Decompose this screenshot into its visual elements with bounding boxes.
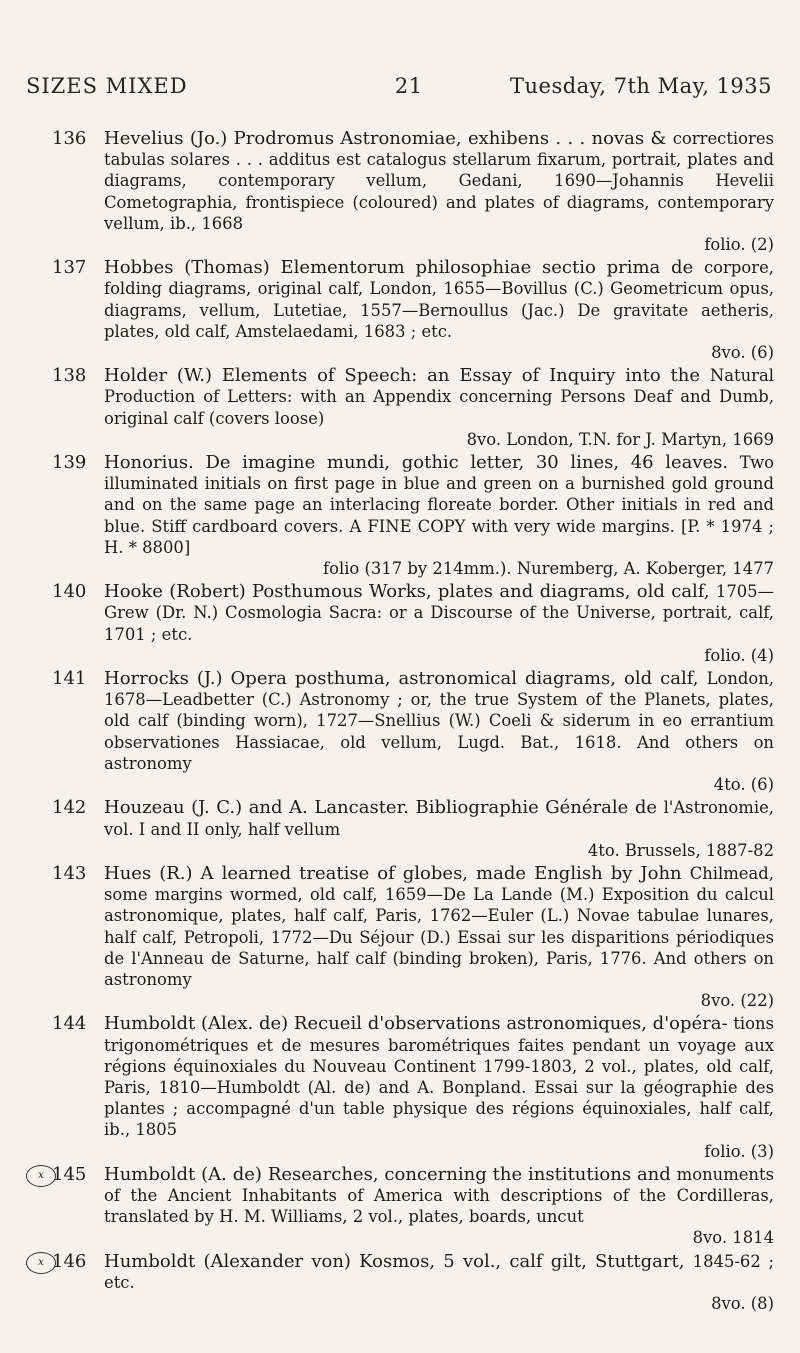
lot-description: Chilmead, some margins wormed, old calf, 1659—De La Lande (M.) Exposition du calcul astronomique, plates, half calf, Paris, 1762—Euler (L.) Novae tabulae lunares, half calf, Petropoli, 1772—Du Séjour (D.) Essai sur les disparitions périodiques de l'Anneau de Saturne, half calf (binding broken), Paris, 1776. And others on astronomy [104,863,774,989]
lot-title: Humboldt (Alexander von) Kosmos, 5 vol., calf gilt, Stuttgart, [104,1250,693,1272]
lot-number: 140 [52,581,87,603]
lot-138 [26,365,774,450]
lot-number: 138 [52,365,87,387]
lot-145 [26,1164,774,1249]
lot-title: Hevelius (Jo.) Prodromus Astronomiae, exhibens . . . novas & [104,128,673,149]
lot-description: correctiores tabulas solares . . . additus est catalogus stellarum fixarum, portrait, plates and diagrams, contemporary vellum, Gedani, 1690—Johannis Hevelii Cometographia, frontispiece (coloured) and plates of diagrams, contemporary vellum, ib., 1668 [104,129,774,233]
handwritten-mark-icon: x [26,1252,56,1274]
lot-title: Humboldt (Alex. de) Recueil d'observations astronomiques, d'opéra- [104,1013,734,1035]
lot-number: 143 [52,862,87,884]
lot-description: l'Astronomie, vol. I and II only, half vellum [104,798,774,839]
lot-format: folio. (4) [704,645,774,665]
lot-title: Honorius. De imagine mundi, gothic letter, 30 lines, 46 leaves. [104,452,740,474]
lot-description: Natural Production of Letters: with an Appendix concerning Persons Deaf and Dumb, original calf (covers loose) [104,366,774,428]
lot-format: folio (317 by 214mm.). Nuremberg, A. Koberger, 1477 [323,559,774,579]
lot-title: Humboldt (A. de) Researches, concerning the institutions and [104,1163,677,1185]
lot-number: 142 [52,797,87,819]
lot-title: Hobbes (Thomas) Elementorum philosophiae sectio prima de [104,257,704,279]
lot-141 [26,668,774,795]
lot-list [26,128,774,1316]
handwritten-mark-icon: x [26,1165,56,1187]
lot-140 [26,581,774,666]
lot-number: 139 [52,452,87,474]
lot-format: 8vo. (8) [711,1293,774,1313]
lot-144 [26,1013,774,1161]
lot-number: 136 [52,128,87,149]
lot-description: 1845-62 ; etc. [104,1251,774,1292]
lot-title: Hues (R.) A learned treatise of globes, made English by John [104,862,690,884]
lot-description: tions trigonométriques et de mesures barométriques faites pendant un voyage aux régions équinoxiales du Nouveau Continent 1799-1803, 2 vol., plates, old calf, Paris, 1810—Humboldt (Al. de) and A. Bonpland. Essai sur la géographie des plantes ; accompagné d'un table physique des régions équinoxiales, half calf, ib., 1805 [104,1014,774,1140]
lot-title: Holder (W.) Elements of Speech: an Essay of Inquiry into the [104,365,710,387]
lot-description: Two illuminated initials on first page in blue and green on a burnished gold ground and on the same page an interlacing floreate border. Other initials in red and blue. Stiff cardboard covers. A FINE COPY with very wide margins. [P. * 1974 ; H. * 8800] [104,453,774,557]
lot-format: folio. (3) [704,1141,774,1161]
lot-description: 1705—Grew (Dr. N.) Cosmologia Sacra: or a Discourse of the Universe, portrait, calf, 1701 ; etc. [104,582,774,644]
lot-description: London, 1678—Leadbetter (C.) Astronomy ; or, the true System of the Planets, plates, old calf (binding worn), 1727—Snellius (W.) Coeli & siderum in eo errantium observationes Hassiacae, old vellum, Lugd. Bat., 1618. And others on astronomy [104,669,774,773]
lot-139 [26,452,774,579]
lot-number: 146 [52,1250,87,1272]
section-title: SIZES MIXED [26,74,188,98]
lot-format: folio. (2) [704,235,774,255]
lot-title: Hooke (Robert) Posthumous Works, plates and diagrams, old calf, [104,581,716,603]
sale-date: Tuesday, 7th May, 1935 [509,74,772,98]
page-number: 21 [394,74,423,98]
lot-format: 8vo. 1814 [692,1228,774,1248]
lot-137 [26,257,774,363]
lot-format: 8vo. London, T.N. for J. Martyn, 1669 [466,429,774,449]
lot-number: 137 [52,257,87,279]
lot-143 [26,863,774,1011]
lot-title: Houzeau (J. C.) and A. Lancaster. Bibliographie Générale de [104,797,664,819]
lot-format: 8vo. (22) [700,991,774,1011]
lot-136 [26,128,774,255]
lot-description: corpore, folding diagrams, original calf, London, 1655—Bovillus (C.) Geometricum opus, diagrams, vellum, Lutetiae, 1557—Bernoullus (Jac.) De gravitate aetheris, plates, old calf, Amstelaedami, 1683 ; etc. [104,258,774,341]
lot-title: Horrocks (J.) Opera posthuma, astronomical diagrams, old calf, [104,668,707,690]
lot-description: monuments of the Ancient Inhabitants of America with descriptions of the Cordilleras, translated by H. M. Williams, 2 vol., plates, boards, uncut [104,1164,774,1227]
lot-number: 141 [52,668,87,690]
lot-format: 8vo. (6) [711,343,774,363]
lot-format: 4to. (6) [713,775,774,795]
lot-142 [26,797,774,861]
lot-146 [26,1251,774,1315]
lot-number: 145 [52,1163,87,1185]
page-header [26,74,772,98]
lot-number: 144 [52,1013,87,1035]
lot-format: 4to. Brussels, 1887-82 [587,840,774,860]
